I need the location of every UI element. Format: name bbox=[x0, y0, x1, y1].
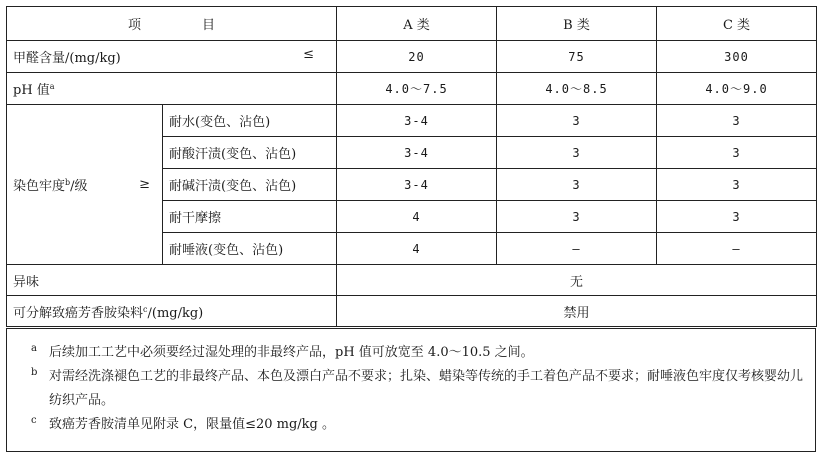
spec-table bbox=[6, 6, 817, 327]
header-class-a: A 类 bbox=[337, 7, 497, 41]
ph-a: 4.0～7.5 bbox=[337, 73, 497, 105]
footnote bbox=[7, 365, 815, 413]
fastness-item-b: 3 bbox=[497, 169, 657, 201]
odor-value: 无 bbox=[337, 265, 817, 296]
footnote-text: 后续加工工艺中必须要经过湿处理的非最终产品，pH 值可放宽至 4.0～10.5 之间。 bbox=[49, 345, 534, 360]
formaldehyde-label-cell bbox=[7, 41, 337, 73]
amine-label-cell bbox=[7, 296, 337, 327]
header-class-b: B 类 bbox=[497, 7, 657, 41]
fastness-unit: /级 bbox=[70, 179, 88, 194]
footnote-mark: c bbox=[31, 415, 37, 426]
fastness-item-c: — bbox=[657, 233, 817, 265]
fastness-symbol: ≥ bbox=[139, 177, 150, 192]
header-item-cell bbox=[7, 7, 337, 41]
ph-b: 4.0～8.5 bbox=[497, 73, 657, 105]
amine-label: 可分解致癌芳香胺染料 bbox=[13, 305, 144, 321]
header-row bbox=[7, 7, 817, 41]
fastness-item-name: 耐碱汗渍(变色、沾色) bbox=[163, 169, 337, 201]
fastness-item-b: 3 bbox=[497, 137, 657, 169]
fastness-item-name: 耐唾液(变色、沾色) bbox=[163, 233, 337, 265]
fastness-item-c: 3 bbox=[657, 137, 817, 169]
fastness-item-a: 3-4 bbox=[337, 137, 497, 169]
fastness-item-b: 3 bbox=[497, 105, 657, 137]
fastness-item-b: — bbox=[497, 233, 657, 265]
ph-footnote-mark: a bbox=[49, 82, 55, 91]
odor-row bbox=[7, 265, 817, 296]
fastness-item-c: 3 bbox=[657, 201, 817, 233]
fastness-label: 染色牢度 bbox=[13, 179, 66, 194]
fastness-item-c: 3 bbox=[657, 169, 817, 201]
formaldehyde-symbol: ≤ bbox=[303, 47, 315, 62]
fastness-footnote-mark: b bbox=[65, 178, 71, 187]
amine-footnote-mark: c bbox=[143, 304, 148, 314]
ph-label-cell bbox=[7, 73, 337, 105]
footnote-text: 对需经洗涤褪色工艺的非最终产品、本色及漂白产品不要求；扎染、蜡染等传统的手工着色产品不要求；耐唾液色牢度仅考核婴幼儿纺织产品。 bbox=[49, 369, 804, 408]
ph-row bbox=[7, 73, 817, 105]
fastness-item-name: 耐干摩擦 bbox=[163, 201, 337, 233]
fastness-item-name: 耐水(变色、沾色) bbox=[163, 105, 337, 137]
fastness-item-name: 耐酸汗渍(变色、沾色) bbox=[163, 137, 337, 169]
amine-unit: /(mg/kg) bbox=[147, 305, 204, 321]
fastness-item-a: 4 bbox=[337, 233, 497, 265]
ph-label: pH 值 bbox=[13, 83, 50, 98]
fastness-item-c: 3 bbox=[657, 105, 817, 137]
footnote-mark: b bbox=[31, 367, 38, 378]
footnotes bbox=[6, 328, 816, 452]
formaldehyde-b: 75 bbox=[497, 41, 657, 73]
fastness-item-b: 3 bbox=[497, 201, 657, 233]
amine-value: 禁用 bbox=[337, 296, 817, 327]
footnote bbox=[7, 341, 815, 365]
formaldehyde-row bbox=[7, 41, 817, 73]
fastness-item-a: 4 bbox=[337, 201, 497, 233]
footnote-text: 致癌芳香胺清单见附录 C，限量值≤20 mg/kg 。 bbox=[49, 417, 336, 432]
footnote-mark: a bbox=[31, 343, 37, 354]
odor-label: 异味 bbox=[7, 265, 337, 296]
formaldehyde-a: 20 bbox=[337, 41, 497, 73]
fastness-label-cell bbox=[7, 105, 163, 265]
fastness-item-a: 3-4 bbox=[337, 105, 497, 137]
header-item: 项 目 bbox=[128, 18, 240, 33]
formaldehyde-c: 300 bbox=[657, 41, 817, 73]
fastness-item-a: 3-4 bbox=[337, 169, 497, 201]
amine-row bbox=[7, 296, 817, 327]
ph-c: 4.0～9.0 bbox=[657, 73, 817, 105]
fastness-row bbox=[7, 105, 817, 137]
footnote bbox=[7, 413, 815, 437]
formaldehyde-label: 甲醛含量/(mg/kg) bbox=[13, 51, 121, 66]
header-class-c: C 类 bbox=[657, 7, 817, 41]
